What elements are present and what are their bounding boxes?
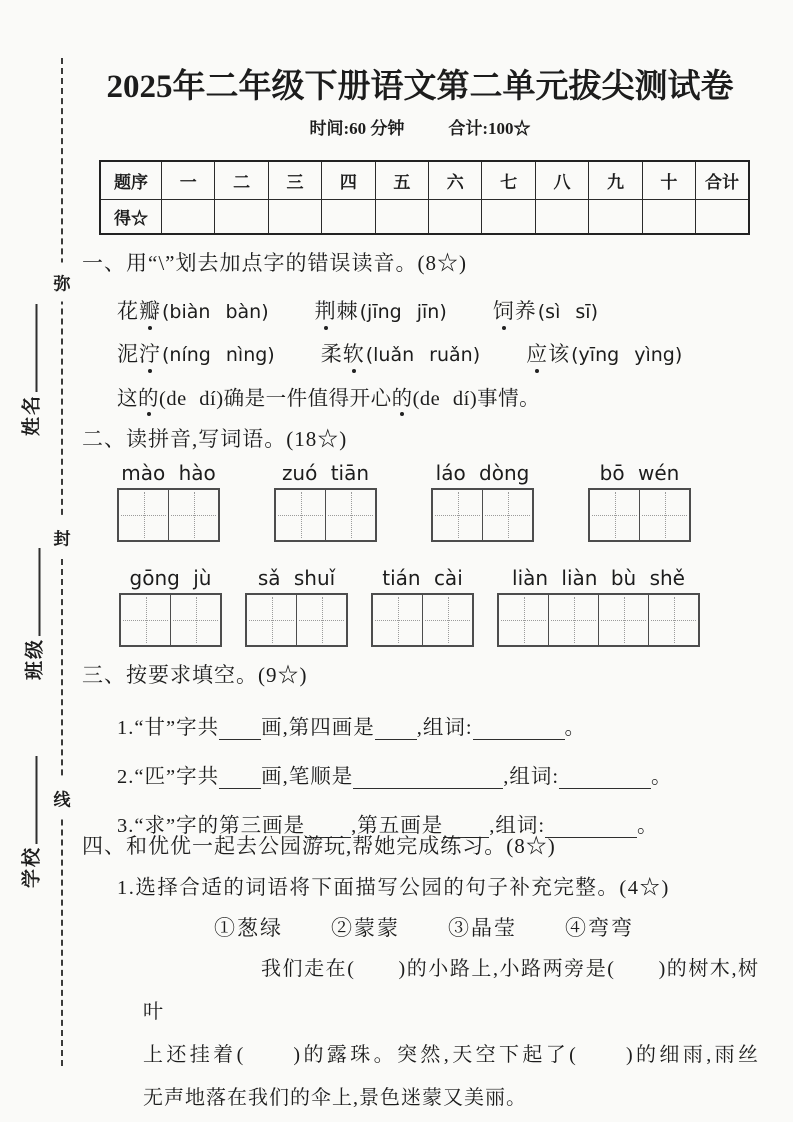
fill-line: [117, 744, 758, 793]
option-item: ④弯弯: [565, 916, 634, 940]
score-cell[interactable]: [162, 200, 215, 235]
fill-text: ,组词:: [489, 815, 546, 837]
seal-char-feng: 封: [53, 518, 72, 557]
score-cell[interactable]: [429, 200, 482, 235]
fill-blank[interactable]: [559, 766, 651, 789]
sidebar-label-class: 班级: [24, 637, 46, 681]
word-text: [321, 342, 365, 366]
word-pinyin: (luǎn ruǎn): [365, 343, 481, 366]
pinyin-word-group: [497, 566, 700, 647]
writing-cell[interactable]: [326, 490, 375, 540]
writing-cell[interactable]: [599, 595, 649, 645]
fill-text: 。: [637, 815, 659, 837]
dotted-char: 瓣: [139, 295, 161, 325]
sub-question-heading: 1.选择合适的词语将下面描写公园的句子补充完整。(4☆): [117, 877, 670, 899]
score-column-header: 八: [535, 161, 588, 200]
word-item: [526, 338, 682, 368]
fill-blank[interactable]: [219, 766, 261, 789]
pinyin-label: liàn liàn bù shě: [512, 566, 685, 590]
word-item: [493, 295, 598, 325]
word-text: [493, 299, 537, 323]
school-blank-line[interactable]: [17, 756, 38, 844]
fill-blank[interactable]: [353, 766, 503, 789]
writing-cell[interactable]: [433, 490, 483, 540]
score-column-header: 四: [322, 161, 375, 200]
score-cell[interactable]: [535, 200, 588, 235]
pinyin-word-group: [431, 461, 534, 542]
score-column-header: 一: [162, 161, 215, 200]
score-cell[interactable]: [482, 200, 535, 235]
fill-blank[interactable]: [545, 815, 637, 838]
pinyin-label: mào hào: [121, 461, 216, 485]
writing-cell[interactable]: [121, 595, 171, 645]
writing-cell[interactable]: [276, 490, 326, 540]
score-column-header: 五: [375, 161, 428, 200]
word-options: [214, 912, 634, 942]
passage-line: 无声地落在我们的伞上,景色迷蒙又美丽。: [143, 1087, 527, 1109]
score-table: [99, 160, 750, 235]
fill-text: 1.“甘”字共: [117, 717, 220, 739]
pinyin-word-group: [245, 566, 348, 647]
pinyin-label: gōng jù: [129, 566, 212, 590]
score-column-header: 十: [642, 161, 695, 200]
sidebar-field-name: [17, 304, 44, 436]
seal-char-xian: 线: [53, 779, 72, 818]
fill-text: 。: [564, 717, 587, 739]
writing-cell[interactable]: [649, 595, 698, 645]
fill-blank[interactable]: [219, 717, 261, 740]
pinyin-label: zuó tiān: [281, 461, 370, 485]
seal-char-mi: 弥: [53, 263, 72, 302]
fill-text: ,组词:: [503, 766, 560, 788]
word-pinyin: (níng nìng): [162, 343, 275, 366]
word-pinyin: (yīng yìng): [571, 343, 683, 366]
s2-rows: [82, 461, 758, 647]
score-header-row: [100, 161, 749, 200]
score-cell[interactable]: [268, 200, 321, 235]
word-item: [315, 295, 447, 325]
sidebar-label-school: 学校: [21, 845, 43, 889]
dotted-char: 荆: [315, 295, 337, 325]
sidebar-field-school: [17, 756, 44, 888]
section-one-heading: 一、用“\”划去加点字的错误读音。(8☆): [82, 251, 467, 275]
fill-text: 3.“求”字的第三画是: [117, 815, 306, 837]
writing-cell[interactable]: [297, 595, 346, 645]
word-char: 该: [548, 341, 571, 366]
score-table-corner: 题序: [100, 161, 162, 200]
sidebar-field-class: [20, 548, 47, 680]
sentence-segment: (de dí)事情。: [412, 387, 541, 410]
word-item: [117, 295, 269, 325]
pinyin-label: sǎ shuǐ: [257, 566, 336, 590]
writing-box: [588, 488, 691, 542]
passage: [143, 948, 759, 1120]
writing-cell[interactable]: [423, 595, 472, 645]
word-row: [117, 288, 758, 331]
word-pinyin: (jīng jīn): [359, 300, 447, 323]
pinyin-word-group: [117, 461, 220, 542]
s3-items: [117, 695, 758, 842]
time-label: 时间:60 分钟: [309, 119, 405, 138]
writing-cell[interactable]: [247, 595, 297, 645]
pinyin-label: láo dòng: [435, 461, 530, 485]
word-item: [117, 338, 275, 368]
score-column-header: 三: [268, 161, 321, 200]
pinyin-word-group: [274, 461, 377, 542]
fill-line: [117, 695, 758, 744]
paper-content: [82, 0, 758, 1122]
writing-cell[interactable]: [590, 490, 640, 540]
passage-line: 上还挂着( )的露珠。突然,天空下起了( )的细雨,雨丝: [143, 1044, 759, 1066]
pinyin-word-group: [371, 566, 474, 647]
dotted-char: 饲: [493, 295, 515, 325]
pinyin-word-group: [119, 566, 222, 647]
writing-cell[interactable]: [119, 490, 169, 540]
score-cell[interactable]: [322, 200, 375, 235]
dotted-char: 软: [343, 338, 365, 368]
fill-text: 。: [651, 766, 673, 788]
word-char: 花: [117, 298, 139, 323]
section-two-heading: 二、读拼音,写词语。(18☆): [82, 427, 348, 451]
score-column-header: 合计: [696, 161, 749, 200]
name-blank-line[interactable]: [17, 304, 38, 392]
writing-box: [117, 488, 220, 542]
dotted-char: 应: [526, 338, 548, 368]
fill-text: ,组词:: [416, 717, 473, 739]
word-pinyin: (biàn bàn): [162, 300, 269, 323]
score-cell[interactable]: [589, 200, 642, 235]
word-pinyin: (sì sī): [537, 300, 598, 323]
class-blank-line[interactable]: [20, 548, 41, 636]
writing-cell[interactable]: [169, 490, 218, 540]
dotted-char: 泞: [139, 338, 161, 368]
fill-text: 2.“匹”字共: [117, 766, 220, 788]
writing-cell[interactable]: [640, 490, 689, 540]
section-three-heading: 三、按要求填空。(9☆): [82, 663, 308, 687]
writing-cell[interactable]: [549, 595, 599, 645]
score-cell[interactable]: [215, 200, 268, 235]
score-cell[interactable]: [696, 200, 749, 235]
score-column-header: 六: [429, 161, 482, 200]
writing-cell[interactable]: [483, 490, 532, 540]
section-four-heading: 四、和优优一起去公园游玩,帮她完成练习。(8☆): [82, 834, 556, 858]
pinyin-row: [82, 566, 758, 647]
word-text: [117, 299, 161, 323]
fill-text: 画,第四画是: [261, 717, 375, 739]
word-char: 泥: [117, 341, 139, 366]
sidebar-label-name: 姓名: [21, 393, 43, 437]
s1-rows: [117, 288, 758, 417]
score-column-header: 七: [482, 161, 535, 200]
writing-cell[interactable]: [171, 595, 220, 645]
score-row-label: 得☆: [100, 200, 162, 235]
sentence-segment: 这: [117, 387, 138, 410]
word-text: [315, 299, 359, 323]
seal-dashed-line: [61, 58, 63, 1066]
word-char: 柔: [320, 341, 343, 366]
fill-blank[interactable]: [473, 717, 565, 740]
score-cell[interactable]: [375, 200, 428, 235]
pinyin-word-group: [588, 461, 691, 542]
word-item: [321, 338, 480, 368]
writing-box: [431, 488, 534, 542]
fill-text: ,第五画是: [351, 815, 444, 837]
total-score-label: 合计:100☆: [448, 119, 531, 138]
score-column-header: 九: [589, 161, 642, 200]
score-cell[interactable]: [642, 200, 695, 235]
pinyin-label: tián cài: [382, 566, 463, 590]
writing-box: [119, 593, 222, 647]
option-item: ①葱绿: [214, 916, 283, 940]
fill-text: 画,笔顺是: [261, 766, 354, 788]
option-item: ②蒙蒙: [331, 916, 400, 940]
word-text: [526, 342, 570, 366]
fill-blank[interactable]: [375, 717, 417, 740]
writing-cell[interactable]: [499, 595, 549, 645]
writing-box: [497, 593, 700, 647]
writing-box: [274, 488, 377, 542]
word-text: [117, 342, 161, 366]
writing-box: [371, 593, 474, 647]
passage-line: 我们走在( )的小路上,小路两旁是( )的树木,树叶: [143, 958, 759, 1023]
word-row: [117, 331, 758, 374]
word-char: 养: [514, 298, 537, 323]
pinyin-label: bō wén: [599, 461, 680, 485]
option-item: ③晶莹: [448, 916, 517, 940]
page-title: 2025年二年级下册语文第二单元拔尖测试卷: [106, 69, 734, 105]
word-char: 棘: [336, 298, 359, 323]
score-value-row: [100, 200, 749, 235]
dotted-char: 的: [138, 381, 159, 411]
sentence-line: [117, 374, 758, 417]
dotted-char: 的: [392, 381, 413, 411]
score-column-header: 二: [215, 161, 268, 200]
sentence-segment: (de dí)确是一件值得开心: [159, 387, 392, 410]
writing-box: [245, 593, 348, 647]
pinyin-row: [82, 461, 758, 542]
paper-subtitle: [82, 114, 758, 139]
writing-cell[interactable]: [373, 595, 423, 645]
